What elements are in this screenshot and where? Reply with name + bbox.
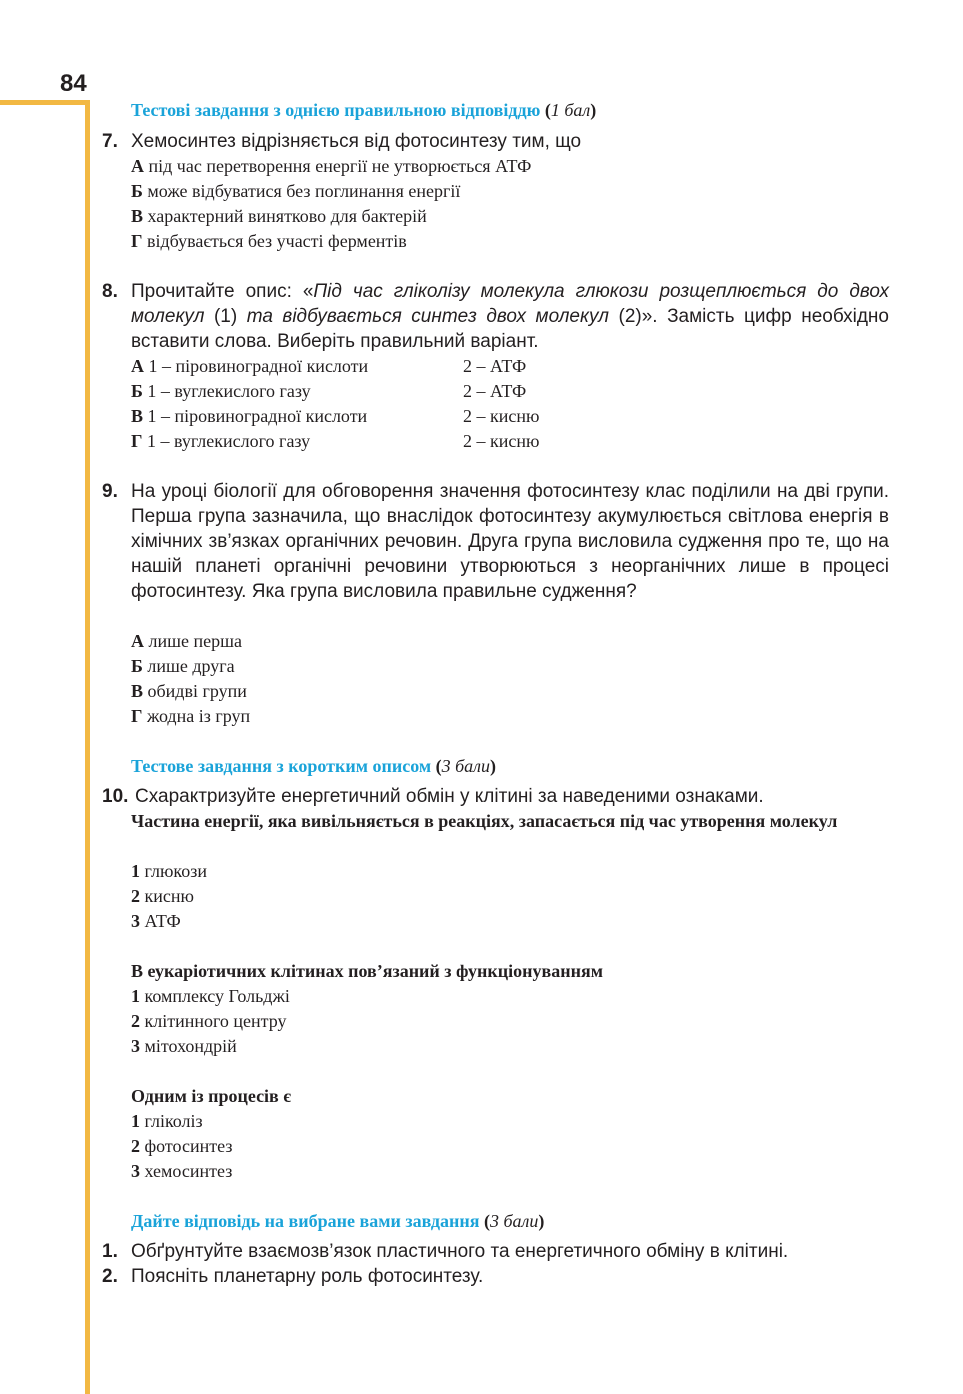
question-10-group-3-item-1: 1 гліколіз — [131, 1111, 203, 1131]
section-title-single-answer — [131, 98, 596, 123]
question-9-option-a: А лише перша — [131, 631, 242, 651]
margin-rule-vertical — [85, 100, 90, 1394]
question-10-group-3-title: Одним із процесів є — [131, 1086, 292, 1106]
question-7-text: Хемосинтез відрізняється від фотосинтезу тим, що — [131, 131, 582, 152]
question-9-option-b: Б лише друга — [131, 656, 235, 676]
question-10-group-1-item-3: 3 АТФ — [131, 911, 181, 931]
section-title-open-answer — [131, 1209, 544, 1234]
question-10-text: Схарактризуйте енергетичний обмін у клітині за наведеними ознаками. — [135, 786, 764, 807]
question-7-option-d: Г відбувається без участі ферментів — [131, 231, 407, 251]
essay-1-text: Обґрунтуйте взаємозв’язок пластичного та енергетичного обміну в клітині. — [131, 1241, 789, 1262]
page-number: 84 — [60, 70, 87, 97]
section-points: (1 бал) — [540, 100, 597, 120]
question-8-number: 8. — [102, 281, 118, 302]
section-points: (3 бали) — [479, 1211, 545, 1231]
question-8-option-d: Г 1 – вуглекислого газу 2 – кисню — [131, 431, 540, 451]
question-10-group-1-item-2: 2 кисню — [131, 886, 194, 906]
question-8-option-a: А 1 – піровиноградної кислоти 2 – АТФ — [131, 356, 527, 376]
essay-2-number: 2. — [102, 1266, 118, 1287]
essay-2-text: Поясніть планетарну роль фотосинтезу. — [131, 1266, 484, 1287]
question-10-group-3-item-3: 3 хемосинтез — [131, 1161, 233, 1181]
question-7-option-b: Б може відбуватися без поглинання енергії — [131, 181, 461, 201]
section-title-text: Тестові завдання з однією правильною відповіддю — [131, 100, 541, 120]
question-9-number: 9. — [102, 481, 118, 502]
question-9-option-d: Г жодна із груп — [131, 706, 251, 726]
section-points: (3 бали) — [431, 756, 497, 776]
question-8-text: Прочитайте опис: «Під час гліколізу молекула глюкози розщеплюється до двох молекул (1) та відбувається синтез двох молекул (2)». Замість цифр необхідно вставити слова. Виберіть правильний варіант. — [131, 281, 889, 352]
margin-rule-horizontal — [0, 100, 90, 105]
question-9-text: На уроці біології для обговорення значення фотосинтезу клас поділили на дві групи. Перша група зазначила, що внаслідок фотосинтезу акумулюється світлова енергія в хімічних зв’язках органічних речовин. Друга група висловила судження про те, що на нашій планеті органічні речовини утворюються з неорганічних лише в процесі фотосинтезу. Яка група висловила правильне судження? — [131, 481, 889, 602]
question-8-option-b: Б 1 – вуглекислого газу 2 – АТФ — [131, 381, 527, 401]
question-7-option-c: В характерний винятково для бактерій — [131, 206, 427, 226]
question-10-group-1-title: Частина енергії, яка вивільняється в реакціях, запасається під час утворення молекул — [131, 811, 838, 831]
section-title-text: Дайте відповідь на вибране вами завдання — [131, 1211, 480, 1231]
essay-1-number: 1. — [102, 1241, 118, 1262]
question-7-number: 7. — [102, 131, 118, 152]
question-10-group-3-item-2: 2 фотосинтез — [131, 1136, 233, 1156]
question-7-option-a: А під час перетворення енергії не утворюється АТФ — [131, 156, 532, 176]
question-10-group-2-item-2: 2 клітинного центру — [131, 1011, 287, 1031]
section-title-text: Тестове завдання з коротким описом — [131, 756, 432, 776]
question-10-group-1-item-1: 1 глюкози — [131, 861, 207, 881]
question-10-number: 10. — [102, 786, 129, 807]
question-10-group-2-title: В еукаріотичних клітинах пов’язаний з функціонуванням — [131, 961, 603, 981]
question-8-option-c: В 1 – піровиноградної кислоти 2 – кисню — [131, 406, 540, 426]
question-10-group-2-item-3: 3 мітохондрій — [131, 1036, 237, 1056]
section-title-short-description — [131, 754, 496, 779]
question-9-option-c: В обидві групи — [131, 681, 247, 701]
question-10-group-2-item-1: 1 комплексу Гольджі — [131, 986, 290, 1006]
